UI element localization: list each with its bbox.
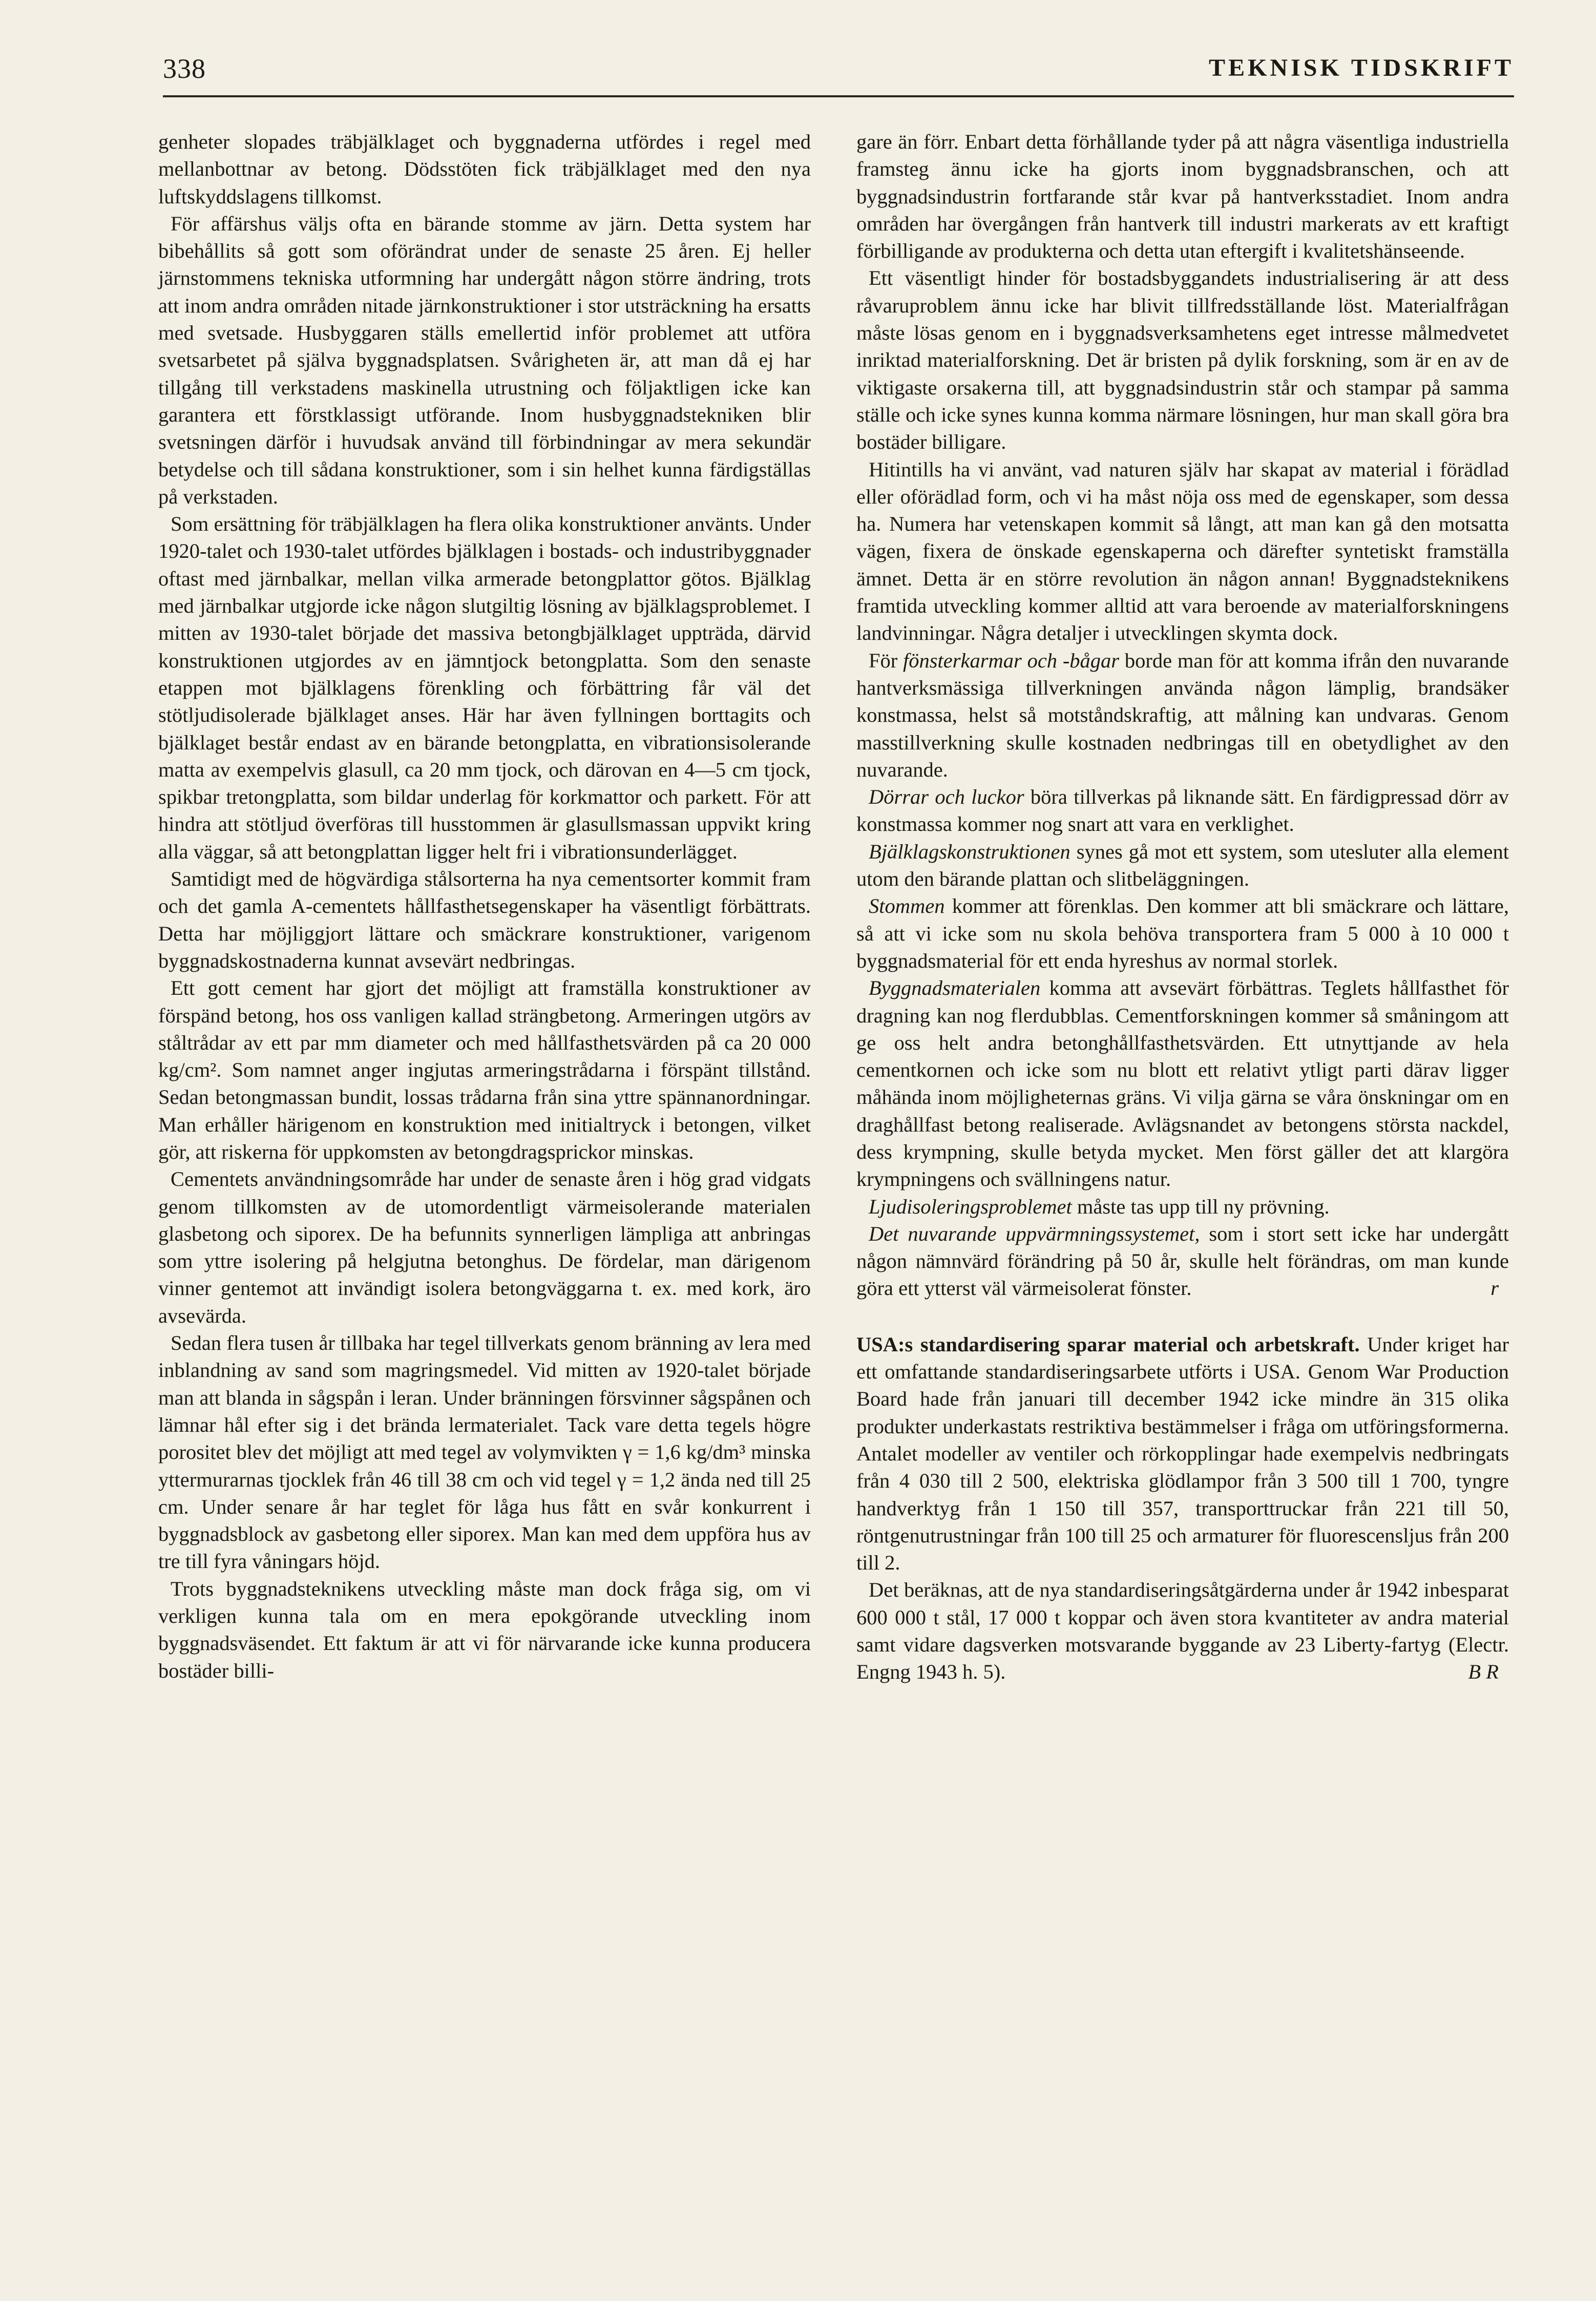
paragraph: Samtidigt med de högvärdiga stålsorterna ha nya cementsorter kommit fram och det gamla A-cementets hållfasthetsegenskaper ha väsentligt förbättrats. Detta har möjliggjort lättare och smäckrare konstruktioner, varigenom byggnadskostnaderna kunnat avsevärt nedbringas. — [158, 867, 811, 972]
paragraph — [856, 974, 1509, 1193]
paragraph: Sedan flera tusen år tillbaka har tegel tillverkats genom bränning av lera med inblandning av sand som magringsmedel. Vid mitten av 1920-talet började man att blanda in sågspån i leran. Under bränningen försvinner sågspånen och lämnar hål efter sig i det brända lermaterialet. Tack vare detta tegels högre porositet blev det möjligt att med tegel av volymvikten γ = 1,6 kg/dm³ minska yttermurarnas tjocklek från 46 till 38 cm och vid tegel γ = 1,2 ända ned till 25 cm. Under senare år har teglet för låga hus fått en svår konkurrent i byggnadsblock av gasbetong eller siporex. Man kan med dem uppföra hus av tre till fyra våningars höjd. — [158, 1331, 811, 1573]
paragraph — [856, 647, 1509, 783]
left-column — [158, 128, 811, 1684]
paragraph: Ett väsentligt hinder för bostadsbyggandets industrialisering är att dess råvaruproblem ännu icke har blivit tillfredsställande löst. Materialfrågan måste lösas genom en i byggnadsverksamhetens eget intresse målmedvetet inriktad materialforskning. Det är bristen på dylik forskning, som är en av de viktigaste orsakerna till, att byggnadsindustrin står och stampar på samma ställe och icke synes kunna komma närmare lösningen, hur man skall göra bra bostäder billigare. — [856, 266, 1509, 454]
italic-lead: Byggnadsmaterialen — [869, 976, 1041, 1000]
paragraph — [856, 838, 1509, 893]
paragraph — [856, 892, 1509, 974]
header-rule — [163, 95, 1514, 97]
paragraph: Ett gott cement har gjort det möjligt att framställa konstruktioner av förspänd betong, hos oss vanligen kallad strängbetong. Armeringen utgörs av ståltrådar av ett par mm diameter och med hållfasthetsvärden på ca 20 000 kg/cm². Som namnet anger ingjutas armeringstrådarna i förspänt tillstånd. Sedan betongmassan bundit, lossas trådarna från sina yttre spännanordningar. Man erhåller härigenom en konstruktion med initialtryck i betongen, vilket gör, att riskerna för uppkomsten av betongdragsprickor minskas. — [158, 976, 811, 1163]
paragraph: gare än förr. Enbart detta förhållande tyder på att några väsentliga industriella framsteg ännu icke ha gjorts inom byggnadsbranschen, och att byggnadsindustrin fortfarande står kvar på hantverksstadiet. Inom andra områden har övergången från hantverk till industri markerats av ett kraftigt förbilligande av produkterna och detta utan eftergift i kvalitetshänseende. — [856, 130, 1509, 263]
italic-lead: fönsterkarmar och -bågar — [903, 649, 1120, 672]
paragraph: genheter slopades träbjälklaget och byggnaderna utfördes i regel med mellanbottnar av betong. Dödsstöten fick träbjälklaget med den nya luftskyddslagens tillkomst. — [158, 130, 811, 208]
page-header — [163, 49, 1514, 92]
paragraph — [856, 1220, 1509, 1302]
paragraph: Hitintills ha vi använt, vad naturen själv har skapat av material i förädlad eller oförädlad form, och vi ha måst nöja oss med de egenskaper, som dessa ha. Numera har vetenskapen kommit så långt, att man kan gå den motsatta vägen, fixera de önskade egenskaperna och därefter syntetiskt framställa ämnet. Detta är en större revolution än någon annan! Byggnadsteknikens framtida utveckling kommer alltid att vara beroende av materialforskningens landvinningar. Några detaljer i utvecklingen skymta dock. — [856, 457, 1509, 645]
italic-lead: Stommen — [869, 894, 945, 918]
italic-lead: Bjälklagskonstruktionen — [869, 840, 1070, 863]
paragraph-prefix: För — [869, 649, 904, 672]
paragraph-text: Det beräknas, att de nya standardiseringsåtgärderna under år 1942 inbesparat 600 000 t stål, 17 000 t koppar och även stora kvantiteter av andra material samt vidare dagsverken motsvarande byggande av 23 Liberty-fartyg (Electr. Engng 1943 h. 5). — [856, 1578, 1509, 1684]
right-column — [856, 128, 1509, 1686]
paragraph: Som ersättning för träbjälklagen ha flera olika konstruktioner använts. Under 1920-talet och 1930-talet utfördes bjälklagen i bostads- och industribyggnader oftast med järnbalkar, mellan vilka armerade betongplattor götos. Bjälklag med järnbalkar utgjorde icke någon slutgiltig lösning av bjälklagsproblemet. I mitten av 1930-talet började det massiva betongbjälklaget uppträda, därvid konstruktionen utgjordes av en jämntjock betongplatta. Som den senaste etappen mot bjälklagens förenkling och förbättring får väl det stötljudisolerade bjälklaget anses. Här har även fyllningen borttagits och bjälklaget består endast av en bärande betongplatta, en vibrationsisolerande matta av exempelvis glasull, ca 20 mm tjock, och därovan en 4—5 cm tjock, spikbar tretongplatta, som bildar underlag för korkmattor och parkett. För att hindra att stötljud överföras till husstommen är glasullsmassan uppvikt kring alla väggar, så att betongplattan ligger helt fri i vibrationsunderlägget. — [158, 512, 811, 863]
paragraph-text: kommer att förenklas. Den kommer att bli smäckrare och lättare, så att vi icke som nu skola behöva transportera fram 5 000 à 10 000 t byggnadsmaterial för ett enda hyreshus av normal storlek. — [856, 894, 1509, 972]
paragraph-text: som i stort sett icke har undergått någon nämnvärd förändring på 50 år, skulle helt förändras, om man kunde göra ett ytterst väl värmeisolerat fönster. — [856, 1222, 1509, 1300]
news-item — [856, 1331, 1509, 1577]
paragraph — [856, 1193, 1509, 1220]
paragraph: För affärshus väljs ofta en bärande stomme av järn. Detta system har bibehållits så gott som oförändrat under de senaste 25 åren. Ej heller järnstommens tekniska utformning har undergått någon större ändring, trots att inom andra områden nitade järnkonstruktioner i stor utsträckning ha ersatts med svetsade. Husbyggaren ställs emellertid inför problemet att utföra svetsarbetet på själva byggnadsplatsen. Svårigheten är, att man då ej har tillgång till verkstadens maskinella utrustning och följaktligen icke kan garantera ett förstklassigt utförande. Inom husbyggnadstekniken blir svetsningen därför i huvudsak använd till förbindningar av mera sekundär betydelse och till sådana konstruktioner, som i sin helhet kunna färdigställas på verkstaden. — [158, 212, 811, 508]
journal-title: TEKNISK TIDSKRIFT — [1209, 54, 1514, 81]
page-number: 338 — [163, 53, 206, 84]
author-signature: B R — [1468, 1660, 1499, 1684]
italic-lead: Det nuvarande uppvärmningssystemet, — [869, 1222, 1200, 1245]
paragraph — [856, 1576, 1509, 1685]
paragraph: Trots byggnadsteknikens utveckling måste man dock fråga sig, om vi verkligen kunna tala om en mera epokgörande utveckling inom byggnadsväsendet. Ett faktum är att vi för närvarande icke kunna producera bostäder billi- — [158, 1577, 811, 1682]
italic-lead: Dörrar och luckor — [869, 785, 1024, 809]
paragraph-text: måste tas upp till ny prövning. — [1072, 1195, 1330, 1218]
paragraph — [856, 783, 1509, 838]
paragraph: Cementets användningsområde har under de senaste åren i hög grad vidgats genom tillkomsten av de utomordentligt värmeisolerande materialen glasbetong och siporex. De ha befunnits synnerligen lämpliga att anbringas som yttre isolering på helgjutna betonghus. De fördelar, man därigenom vinner gentemot att invändigt isolera betongväggarna t. ex. med kork, äro avsevärda. — [158, 1167, 811, 1327]
paragraph-text: borde man för att komma ifrån den nuvarande hantverksmässiga tillverkningen använda någon lämplig, brandsäker konstmassa, helst så motståndskraftig, att målning kan undvaras. Genom masstillverkning skulle kostnaden nedbringas till en obetydlighet av den nuvarande. — [856, 649, 1509, 781]
paragraph-text: Under kriget har ett omfattande standardiseringsarbete utförts i USA. Genom War Production Board hade från januari till december 1942 icke mindre än 315 olika produkter underkastats restriktiva bestämmelser i fråga om utföringsformerna. Antalet modeller av ventiler och rörkopplingar hade exempelvis nedbringats från 4 030 till 2 500, elektriska glödlampor från 3 500 till 1 700, tyngre handverktyg från 1 150 till 357, transporttruckar från 221 till 50, röntgenutrustningar från 100 till 25 och armaturer för fluorescensljus från 200 till 2. — [856, 1332, 1509, 1575]
author-signature: r — [1490, 1277, 1499, 1300]
news-headline: USA:s standardisering sparar material och arbetskraft. — [856, 1332, 1360, 1356]
paragraph-text: synes gå mot ett system, som utesluter alla element utom den bärande plattan och slitbeläggningen. — [856, 840, 1509, 891]
paragraph-text: böra tillverkas på liknande sätt. En färdigpressad dörr av konstmassa kommer nog snart att vara en verklighet. — [856, 785, 1509, 836]
paragraph-text: komma att avsevärt förbättras. Teglets hållfasthet för dragning kan nog flerdubblas. Cementforskningen kommer så småningom att ge oss helt andra betonghållfasthetsvärden. Ett utnyttjande av hela cementkornen och icke som nu blott ett relativt ytligt parti därav ligger måhända inom möjligheternas gräns. Vi vilja gärna se våra önskningar om en draghållfast betong realiserade. Avlägsnandet av betongens största nackdel, dess krympning, skulle betyda mycket. Men först gäller det att klargöra krympningens och svällningens natur. — [856, 976, 1509, 1191]
italic-lead: Ljudisoleringsproblemet — [869, 1195, 1072, 1218]
